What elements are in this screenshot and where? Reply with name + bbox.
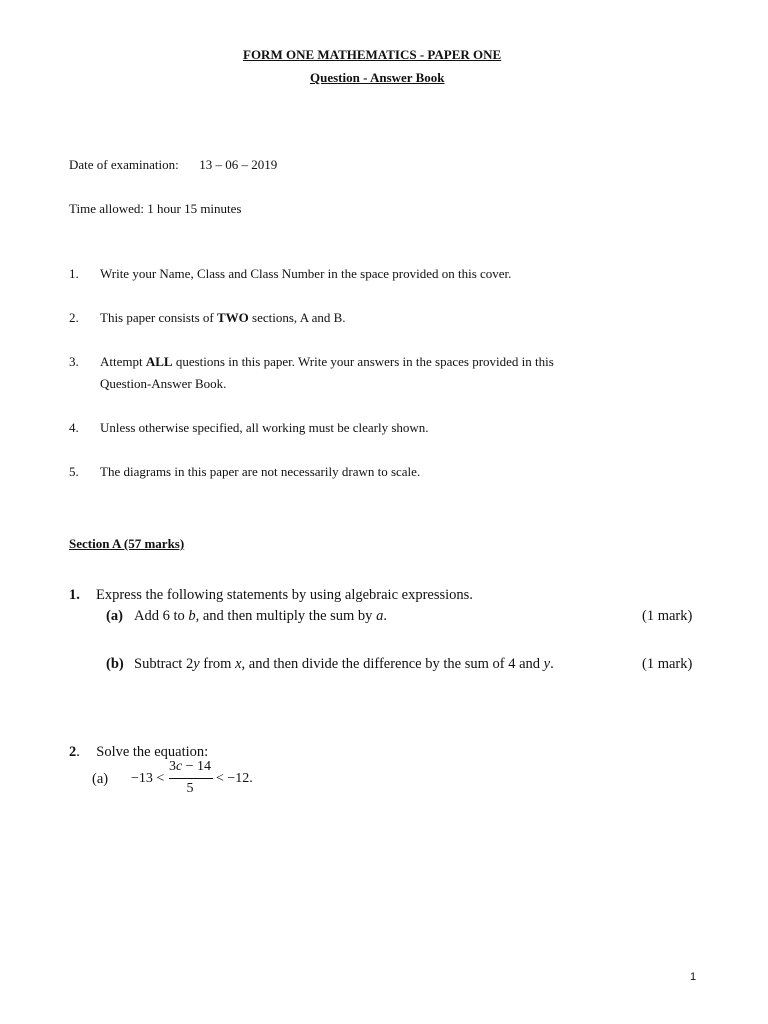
part-text: , and then divide the difference by the sum of 4 and (241, 656, 544, 672)
question-number: 2 (69, 744, 77, 760)
inequality-right: < −12. (216, 771, 253, 786)
page-title: FORM ONE MATHEMATICS - PAPER ONE (243, 47, 502, 62)
question-number: 1. (69, 587, 80, 603)
instruction-2 (69, 310, 346, 326)
part-text: . (383, 608, 387, 624)
variable: x (235, 656, 242, 672)
time-allowed: Time allowed: 1 hour 15 minutes (69, 201, 242, 216)
question-stem: Express the following statements by using algebraic expressions. (96, 587, 473, 603)
part-text: , and then multiply the sum by (195, 608, 377, 624)
variable: b (188, 608, 196, 624)
page-subtitle: Question - Answer Book (310, 70, 445, 85)
variable: y (543, 656, 551, 672)
part-text: . (550, 656, 554, 672)
instruction-number: 4. (69, 420, 79, 435)
part-text: Subtract 2 (134, 656, 194, 672)
question-1a (106, 608, 387, 625)
instruction-text: Unless otherwise specified, all working must be clearly shown. (100, 420, 429, 435)
instruction-3 (69, 354, 554, 370)
instruction-emphasis: ALL (145, 354, 173, 369)
instruction-text: Attempt (100, 354, 146, 369)
instruction-5 (69, 464, 420, 480)
part-text: Add 6 to (134, 608, 189, 624)
question-1b-marks: (1 mark) (642, 656, 693, 672)
instruction-text: The diagrams in this paper are not necessarily drawn to scale. (100, 464, 421, 479)
instruction-3-continued: Question-Answer Book. (100, 376, 227, 391)
exam-date (69, 157, 277, 173)
instruction-4 (69, 420, 429, 436)
question-stem: Solve the equation: (96, 744, 209, 760)
instruction-number: 3. (69, 354, 79, 369)
section-a-heading: Section A (57 marks) (69, 536, 185, 551)
fraction-numerator (165, 759, 215, 775)
part-text: from (199, 656, 236, 672)
page-number: 1 (690, 971, 697, 983)
instruction-text: sections, A and B. (248, 310, 346, 325)
numerator-rest: − 14 (182, 759, 212, 774)
variable: a (376, 608, 384, 624)
fraction-bar (169, 778, 213, 779)
question-2a-label: (a) (92, 771, 109, 787)
instruction-text: Write your Name, Class and Class Number in the space provided on this cover. (100, 266, 512, 281)
part-label: (a) (106, 608, 123, 624)
variable: c (175, 759, 183, 774)
instruction-emphasis: TWO (216, 310, 249, 325)
question-1 (69, 587, 473, 604)
exam-date-label: Date of examination: (69, 157, 179, 172)
instruction-number: 5. (69, 464, 79, 479)
instruction-1 (69, 266, 511, 282)
exam-date-value: 13 – 06 – 2019 (199, 157, 278, 172)
part-label: (b) (106, 656, 124, 672)
instruction-text: This paper consists of (100, 310, 217, 325)
fraction-denominator: 5 (186, 781, 194, 796)
instruction-number: 1. (69, 266, 79, 281)
variable: y (193, 656, 200, 672)
question-1b (106, 656, 554, 673)
instruction-text: questions in this paper. Write your answers in the spaces provided in this (172, 354, 554, 369)
inequality-left: −13 < (131, 771, 165, 786)
fraction (165, 759, 215, 801)
numerator-coefficient: 3 (168, 759, 176, 774)
question-number-dot: . (76, 744, 80, 760)
question-1a-marks: (1 mark) (642, 608, 693, 624)
instruction-number: 2. (69, 310, 79, 325)
